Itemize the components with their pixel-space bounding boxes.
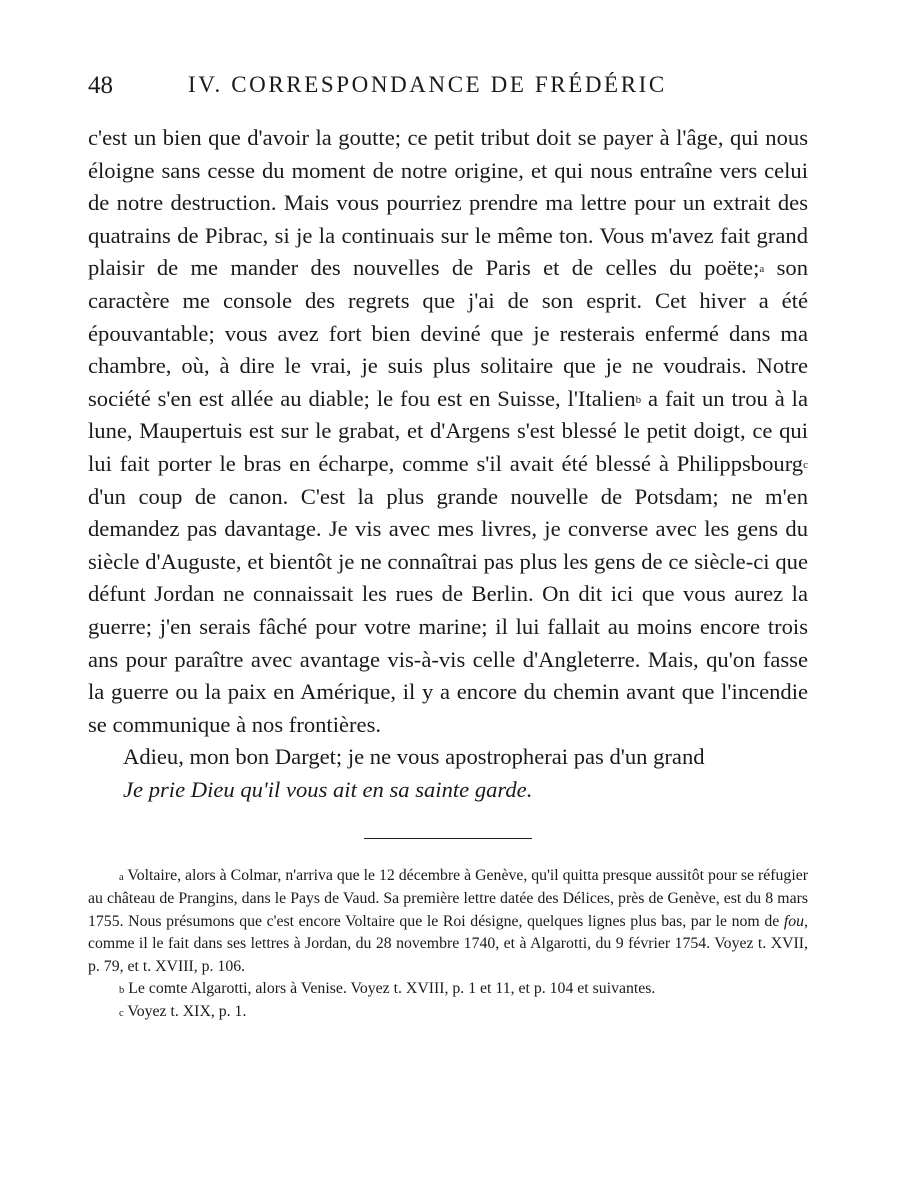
footnote-text: Voyez t. XIX, p. 1. [127, 1003, 247, 1021]
footnote-italic: fou, [783, 912, 808, 930]
footnote-mark: a [119, 872, 124, 884]
footnote-ref-b: b [635, 393, 642, 406]
footnotes [88, 865, 808, 1023]
footnote-c [88, 1001, 808, 1024]
footnote-text: Voltaire, alors à Colmar, n'arriva que le 12 décembre à Genève, qu'il quitta presque aussitôt pour se réfugier au château de Prangins, dans le Pays de Vaud. Sa première lettre datée des Délices, près de Genève, est du 8 mars 1755. Nous présumons que c'est encore Voltaire que le Roi désigne, quelques lignes plus bas, par le nom de [88, 867, 808, 930]
footnote-a [88, 865, 808, 978]
page-header [88, 62, 808, 104]
footnote-text: comme il le fait dans ses lettres à Jordan, du 28 novembre 1740, et à Algarotti, du 9 février 1754. Voyez t. XVII, p. 79, et t. XVIII, p. 106. [88, 935, 808, 975]
footnote-b [88, 978, 808, 1001]
footnote-ref-c: c [803, 458, 808, 471]
body-text-segment: c'est un bien que d'avoir la goutte; ce petit tribut doit se payer à l'âge, qui nous éloigne sans cesse du moment de notre origine, et qui nous entraîne vers celui de notre destruction. Mais vous pourriez prendre ma lettre pour un extrait des quatrains de Pibrac, si je la continuais sur le même ton. Vous m'avez fait grand plaisir de me mander des nouvelles de Paris et de celles du poëte; [88, 125, 808, 281]
footnote-separator [364, 838, 532, 839]
footnote-mark: c [119, 1008, 124, 1020]
body-paragraph-2 [88, 741, 808, 806]
body-text-segment: d'un coup de canon. C'est la plus grande nouvelle de Potsdam; ne m'en demandez pas davantage. Je vis avec mes livres, je converse avec les gens du siècle d'Auguste, et bientôt je ne connaîtrai pas plus les gens de ce siècle-ci que défunt Jordan ne connaissait les rues de Berlin. On dit ici que vous aurez la guerre; j'en serais fâché pour votre marine; il lui fallait au moins encore trois ans pour paraître avec avantage vis-à-vis celle d'Angleterre. Mais, qu'on fasse la guerre ou la paix en Amérique, il y a encore du chemin avant que l'incendie se communique à nos frontières. [88, 483, 808, 737]
footnote-ref-a: a [759, 263, 765, 276]
footnote-text: Le comte Algarotti, alors à Venise. Voyez t. XVIII, p. 1 et 11, et p. 104 et suivantes. [128, 980, 656, 998]
body-text-segment: son caractère me console des regrets que j'ai de son esprit. Cet hiver a été épouvantable; vous avez fort bien deviné que je resterais enfermé dans ma chambre, où, à dire le vrai, je suis plus solitaire que je ne voudrais. Notre société s'en est allée au diable; le fou est en Suisse, l'Italien [88, 255, 808, 411]
body-paragraph-1 [88, 122, 808, 741]
letter-body [88, 122, 808, 806]
farewell-text: Adieu, mon bon Darget; je ne vous apostropherai pas d'un grand [123, 744, 705, 770]
closing-formula: Je prie Dieu qu'il vous ait en sa sainte garde. [123, 776, 533, 802]
running-head: IV. CORRESPONDANCE DE FRÉDÉRIC [188, 72, 667, 97]
book-page [88, 62, 808, 1024]
body-text-segment: a fait un trou à la lune, Maupertuis est sur le grabat, et d'Argens s'est blessé le petit doigt, ce qui lui fait porter le bras en écharpe, comme s'il avait été blessé à Philippsbourg [88, 385, 808, 476]
page-number: 48 [88, 72, 113, 99]
footnote-mark: b [119, 985, 125, 997]
